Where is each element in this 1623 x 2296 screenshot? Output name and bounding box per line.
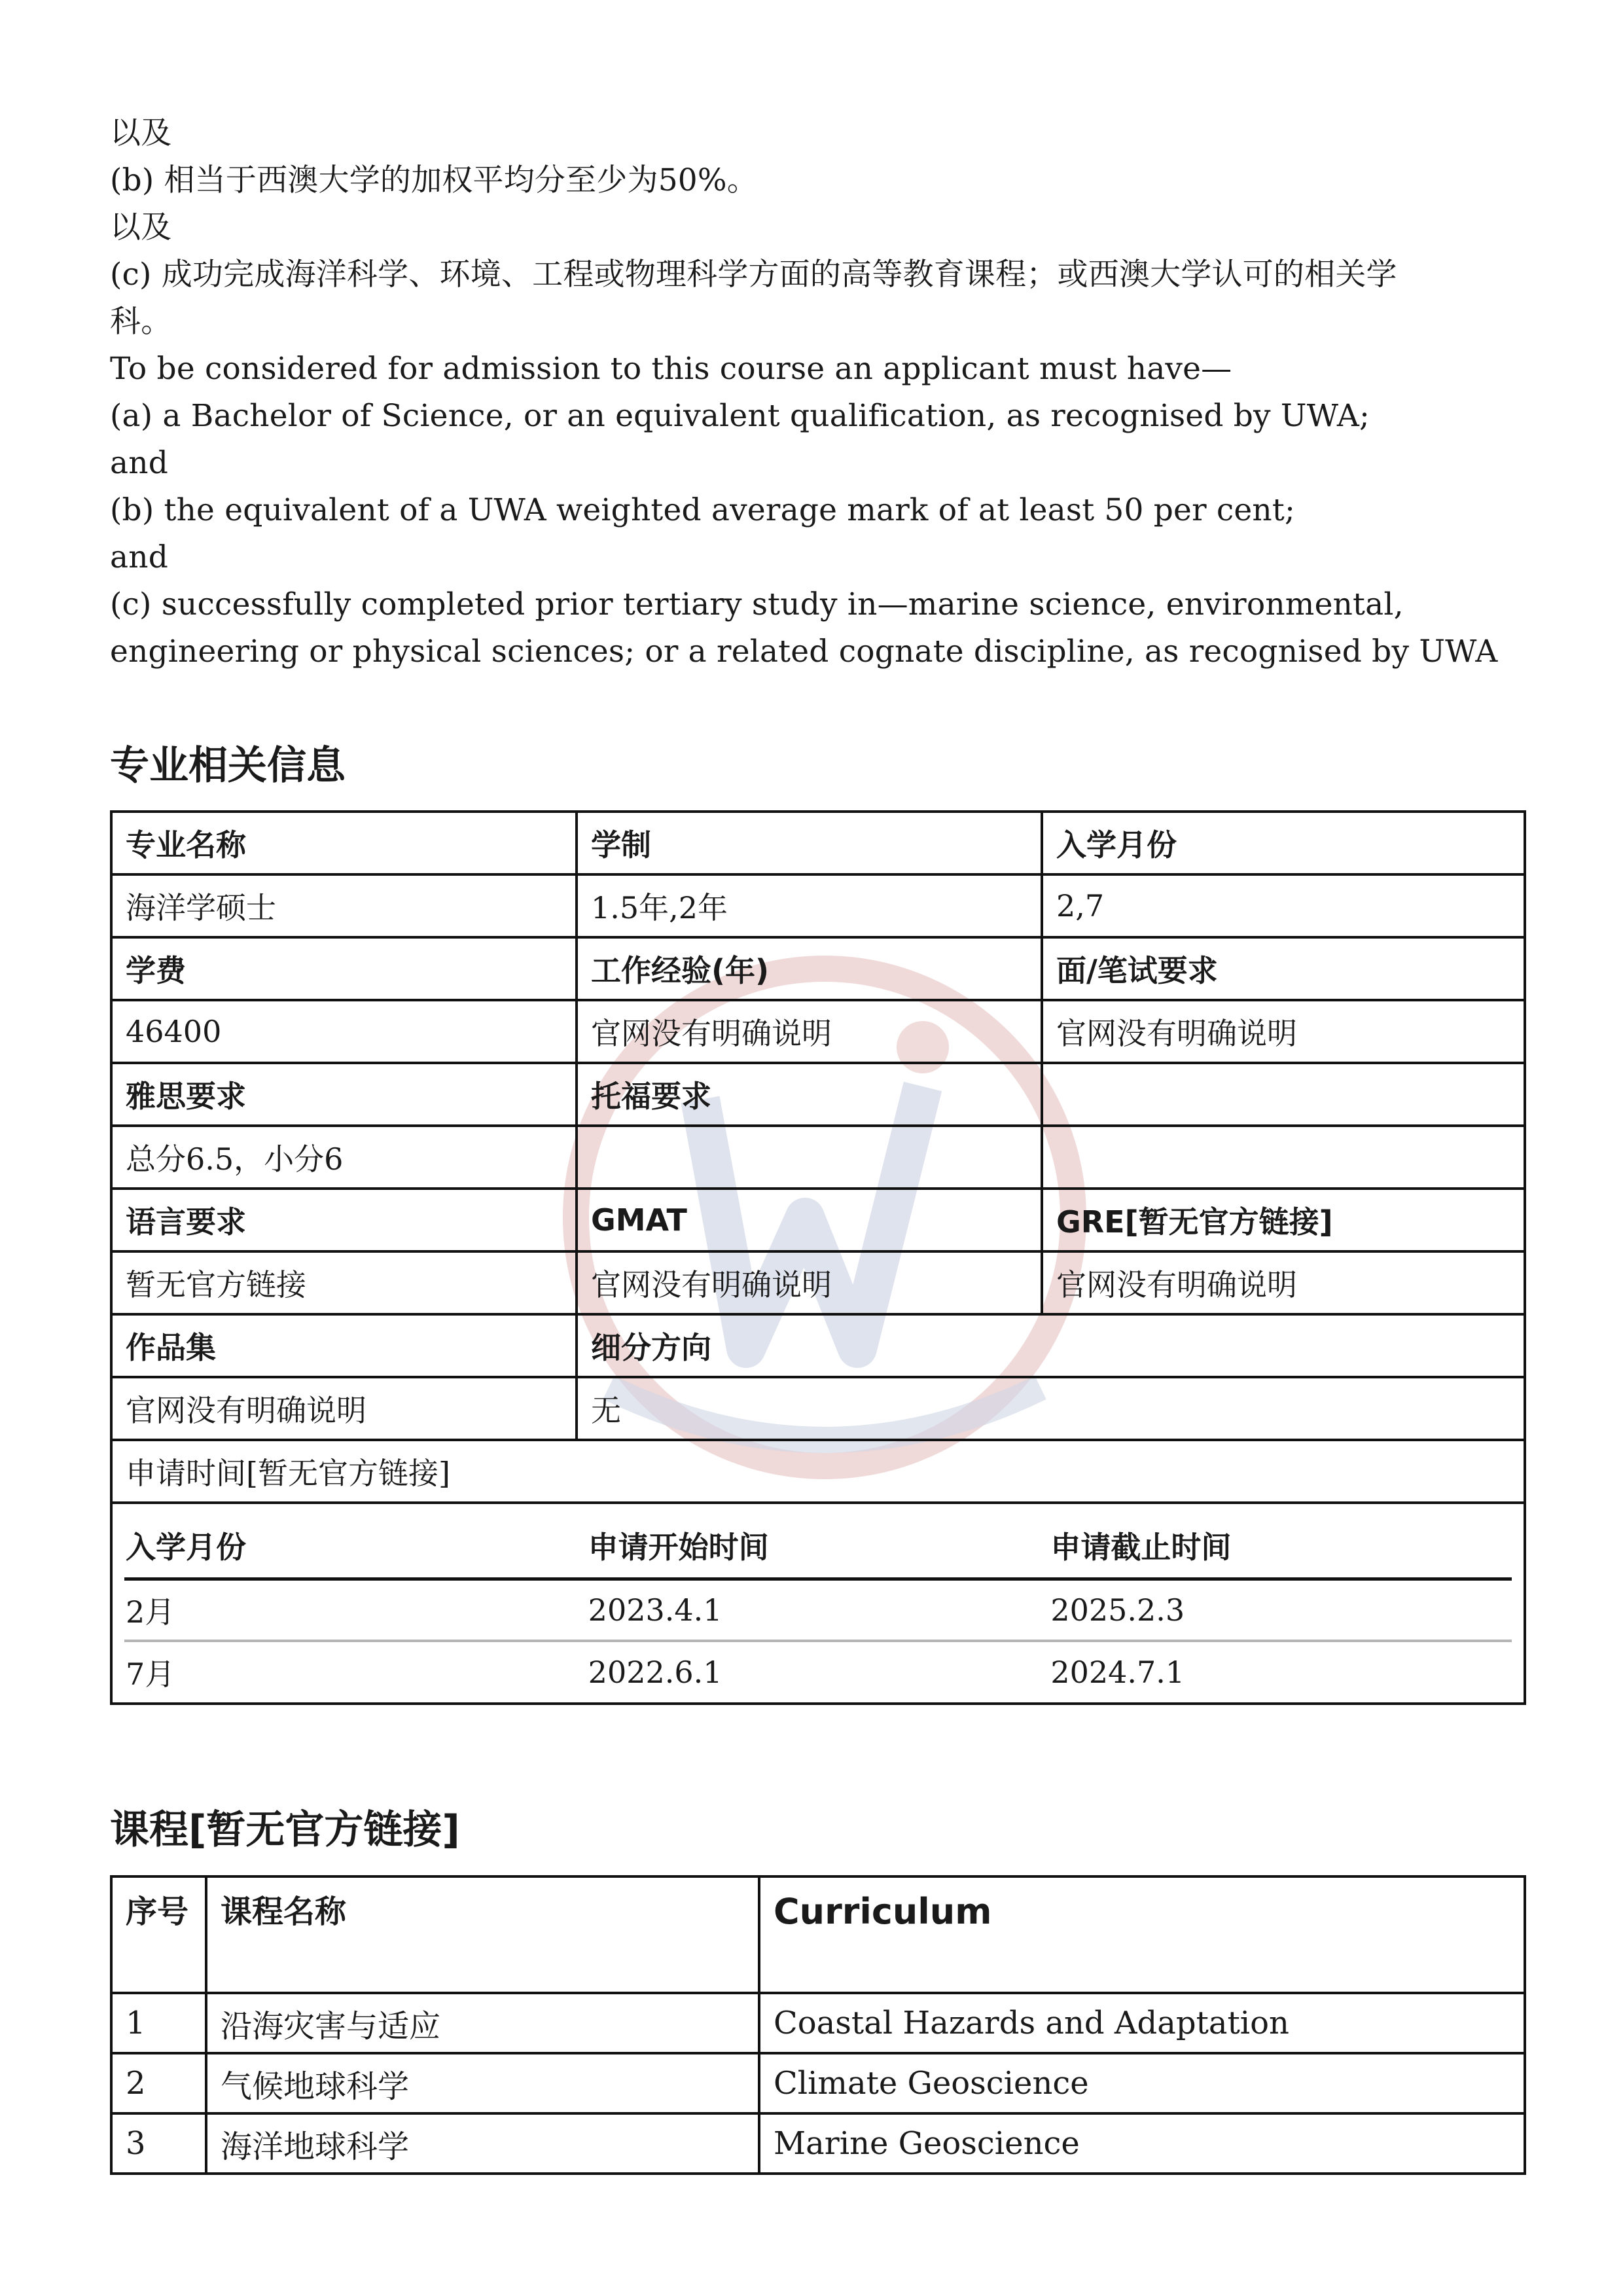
requirement-line: (c) 成功完成海洋科学、环境、工程或物理科学方面的高等教育课程；或西澳大学认可的相关学: [110, 257, 1397, 293]
table-row: [111, 1000, 1525, 1063]
course-index: 3: [111, 2113, 206, 2174]
work-experience-value: 官网没有明确说明: [577, 1000, 1042, 1063]
program-name-label: 专业名称: [111, 812, 577, 874]
schedule-block: [111, 1503, 1525, 1704]
schedule-header-deadline: 申请截止时间: [1050, 1530, 1232, 1565]
gmat-value: 官网没有明确说明: [577, 1251, 1042, 1314]
gmat-label: GMAT: [577, 1189, 1042, 1251]
table-row: [111, 1993, 1525, 2053]
schedule-row: [124, 1581, 1512, 1642]
table-row: [111, 812, 1525, 874]
specialization-label: 细分方向: [577, 1314, 1525, 1377]
schedule-row: [124, 1642, 1512, 1702]
program-info-table: [110, 810, 1526, 1705]
table-row: [111, 1063, 1525, 1126]
course-name-zh: 气候地球科学: [206, 2053, 759, 2113]
requirement-line: 科。: [110, 304, 172, 340]
schedule-deadline: 2025.2.3: [1050, 1592, 1185, 1628]
program-info-heading: 专业相关信息: [110, 743, 346, 789]
gre-label: GRE[暂无官方链接]: [1042, 1189, 1525, 1251]
table-row: [111, 1189, 1525, 1251]
course-table: [110, 1875, 1526, 2175]
tuition-value: 46400: [111, 1000, 577, 1063]
course-heading: 课程[暂无官方链接]: [110, 1807, 460, 1853]
course-name-en: Marine Geoscience: [759, 2113, 1525, 2174]
schedule-header-start: 申请开始时间: [588, 1530, 769, 1565]
language-label: 语言要求: [111, 1189, 577, 1251]
document-page: [110, 110, 1524, 2165]
requirement-line: (c) successfully completed prior tertiary study in—marine science, environmental,: [110, 586, 1404, 622]
application-time-label: 申请时间[暂无官方链接]: [111, 1440, 1525, 1503]
requirement-line: and: [110, 539, 168, 575]
schedule-intake: 2月: [126, 1594, 175, 1630]
table-row: [111, 1440, 1525, 1503]
course-index: 1: [111, 1993, 206, 2053]
index-header: 序号: [111, 1876, 206, 1993]
duration-label: 学制: [577, 812, 1042, 874]
language-value: 暂无官方链接: [111, 1251, 577, 1314]
empty-cell: [1042, 1063, 1525, 1126]
schedule-start: 2023.4.1: [588, 1592, 722, 1628]
course-index: 2: [111, 2053, 206, 2113]
table-row: [111, 1377, 1525, 1440]
work-experience-label: 工作经验(年): [577, 937, 1042, 1000]
table-row: [111, 1251, 1525, 1314]
intake-value: 2,7: [1042, 874, 1525, 937]
table-row: [111, 874, 1525, 937]
schedule-header-intake: 入学月份: [126, 1530, 246, 1565]
course-name-zh: 海洋地球科学: [206, 2113, 759, 2174]
requirement-line: 以及: [110, 115, 172, 151]
table-row: [111, 937, 1525, 1000]
course-name-header: 课程名称: [206, 1876, 759, 1993]
curriculum-header: Curriculum: [759, 1876, 1525, 1993]
schedule-header: [124, 1513, 1512, 1581]
duration-value: 1.5年,2年: [577, 874, 1042, 937]
schedule-deadline: 2024.7.1: [1050, 1655, 1185, 1690]
toefl-value: [577, 1126, 1042, 1189]
requirement-line: (b) the equivalent of a UWA weighted average mark of at least 50 per cent;: [110, 492, 1296, 528]
table-row: [111, 1314, 1525, 1377]
requirement-line: engineering or physical sciences; or a related cognate discipline, as recognised by UWA: [110, 634, 1498, 670]
schedule-start: 2022.6.1: [588, 1655, 722, 1690]
ielts-value: 总分6.5，小分6: [111, 1126, 577, 1189]
program-name-value: 海洋学硕士: [111, 874, 577, 937]
table-header-row: [111, 1876, 1525, 1993]
requirement-line: To be considered for admission to this course an applicant must have—: [110, 351, 1232, 387]
interview-value: 官网没有明确说明: [1042, 1000, 1525, 1063]
toefl-label: 托福要求: [577, 1063, 1042, 1126]
table-row: [111, 1126, 1525, 1189]
admission-requirements: [110, 110, 1524, 675]
ielts-label: 雅思要求: [111, 1063, 577, 1126]
intake-label: 入学月份: [1042, 812, 1525, 874]
table-row: [111, 2113, 1525, 2174]
requirement-line: (a) a Bachelor of Science, or an equivalent qualification, as recognised by UWA;: [110, 398, 1370, 434]
requirement-line: and: [110, 445, 168, 481]
course-name-en: Climate Geoscience: [759, 2053, 1525, 2113]
empty-cell: [1042, 1126, 1525, 1189]
interview-label: 面/笔试要求: [1042, 937, 1525, 1000]
requirement-line: (b) 相当于西澳大学的加权平均分至少为50%。: [110, 162, 758, 198]
schedule-cell: [111, 1503, 1525, 1704]
specialization-value: 无: [577, 1377, 1525, 1440]
portfolio-value: 官网没有明确说明: [111, 1377, 577, 1440]
requirement-line: 以及: [110, 209, 172, 245]
schedule-intake: 7月: [126, 1657, 175, 1692]
tuition-label: 学费: [111, 937, 577, 1000]
course-name-en: Coastal Hazards and Adaptation: [759, 1993, 1525, 2053]
table-row: [111, 2053, 1525, 2113]
gre-value: 官网没有明确说明: [1042, 1251, 1525, 1314]
course-name-zh: 沿海灾害与适应: [206, 1993, 759, 2053]
portfolio-label: 作品集: [111, 1314, 577, 1377]
